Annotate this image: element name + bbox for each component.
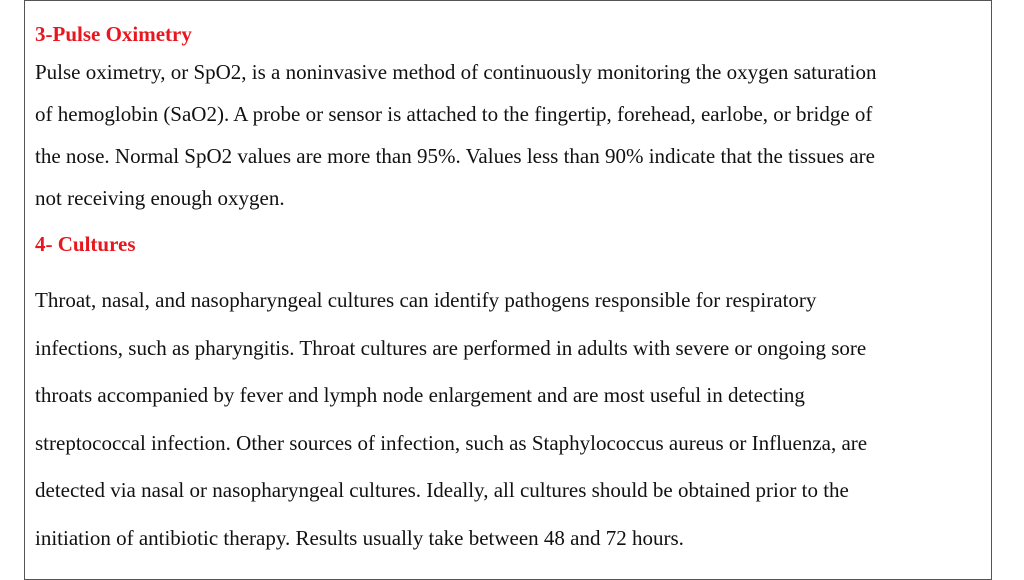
text-line: the nose. Normal SpO2 values are more than 95%. Values less than 90% indicate that the tissues are bbox=[35, 144, 875, 168]
text-content bbox=[35, 17, 985, 563]
text-line: throats accompanied by fever and lymph node enlargement and are most useful in detecting bbox=[35, 383, 805, 408]
text-line: of hemoglobin (SaO2). A probe or sensor is attached to the fingertip, forehead, earlobe, or bridge of bbox=[35, 102, 873, 126]
paragraph-pulse-oximetry bbox=[35, 51, 985, 219]
section-heading-cultures: 4- Cultures bbox=[35, 232, 136, 256]
paragraph-cultures bbox=[35, 277, 985, 563]
slide-frame bbox=[24, 0, 992, 580]
text-line: detected via nasal or nasopharyngeal cultures. Ideally, all cultures should be obtained prior to the bbox=[35, 478, 849, 503]
text-line: initiation of antibiotic therapy. Results usually take between 48 and 72 hours. bbox=[35, 525, 684, 550]
section-heading-pulse-oximetry: 3-Pulse Oximetry bbox=[35, 22, 192, 46]
text-line: infections, such as pharyngitis. Throat cultures are performed in adults with severe or ongoing sore bbox=[35, 335, 867, 360]
text-line: streptococcal infection. Other sources of infection, such as Staphylococcus aureus or Influenza, are bbox=[35, 430, 868, 455]
text-line: Pulse oximetry, or SpO2, is a noninvasive method of continuously monitoring the oxygen saturation bbox=[35, 60, 877, 84]
text-line: Throat, nasal, and nasopharyngeal cultures can identify pathogens responsible for respiratory bbox=[35, 288, 817, 312]
text-line: not receiving enough oxygen. bbox=[35, 186, 285, 210]
